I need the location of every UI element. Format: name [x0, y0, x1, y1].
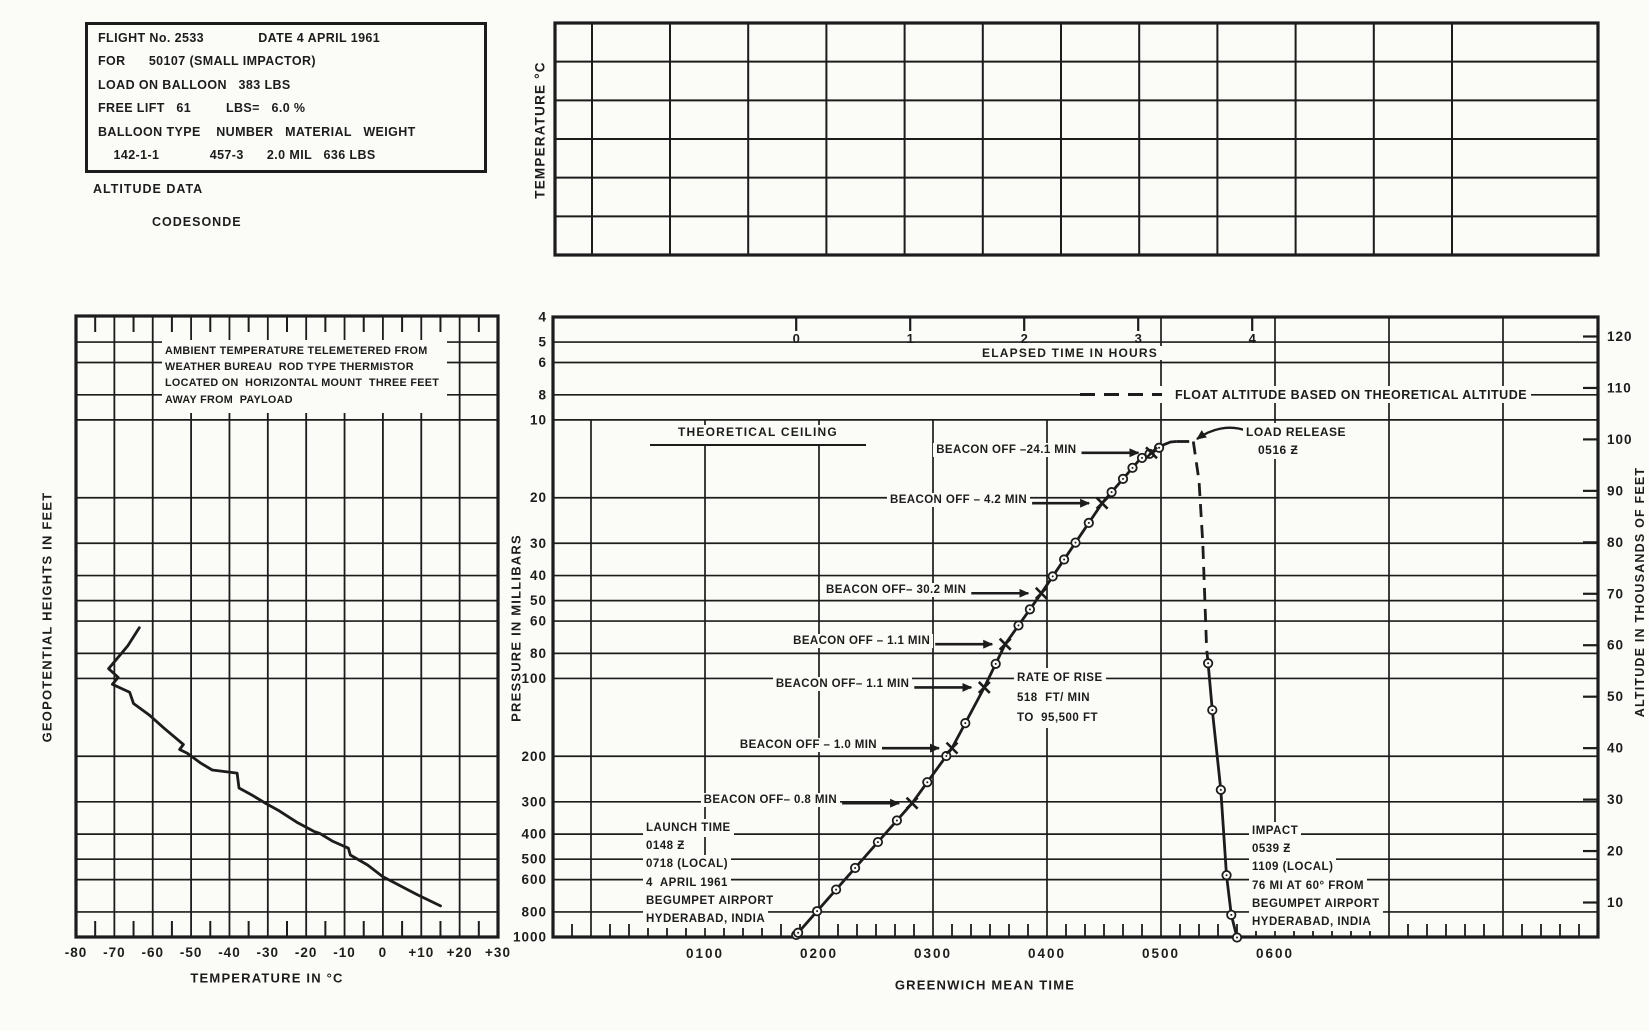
tick-label: 20: [1607, 843, 1625, 859]
impact-line: 76 MI AT 60° FROM: [1249, 877, 1367, 895]
gmt-tick-labels: [686, 946, 1294, 961]
tick-label: 3: [1134, 331, 1142, 346]
load-release-line: LOAD RELEASE: [1243, 423, 1349, 441]
launch-line: 4 APRIL 1961: [643, 874, 731, 892]
tick-label: 0200: [799, 946, 839, 961]
tick-label: 110: [1607, 380, 1632, 396]
ambient-temperature-curve: [109, 628, 441, 906]
tick-label: 10: [529, 412, 547, 428]
beacon-off-label: BEACON OFF– 30.2 MIN: [823, 583, 969, 597]
rate-line: 518 FT/ MIN: [1014, 688, 1093, 708]
load-release-arrow: [1197, 428, 1247, 439]
tick-label: +10: [408, 945, 435, 960]
info-line-for: FOR 50107 (SMALL IMPACTOR): [98, 54, 316, 69]
tick-label: 8: [538, 387, 547, 403]
float-altitude-legend: [1080, 386, 1531, 403]
launch-annotation: [643, 819, 777, 928]
tick-label: 60: [1607, 637, 1625, 653]
flight-info-box: [85, 22, 487, 173]
tick-label: -80: [64, 945, 88, 960]
tick-label: 50: [529, 593, 547, 609]
legend-label: FLOAT ALTITUDE BASED ON THEORETICAL ALTITUDE: [1175, 387, 1528, 402]
impact-line: HYDERABAD, INDIA: [1249, 913, 1374, 931]
tick-label: 0: [378, 945, 388, 960]
impact-annotation: [1249, 822, 1383, 931]
beacon-off-label: BEACON OFF– 0.8 MIN: [701, 793, 840, 807]
tick-label: 80: [1607, 534, 1625, 550]
tick-label: -70: [103, 945, 126, 960]
tick-label: 4: [1248, 331, 1256, 346]
tick-label: 80: [529, 645, 547, 661]
rate-of-rise-annotation: [1014, 668, 1106, 728]
tick-label: 30: [1607, 792, 1625, 808]
load-release-time: 0516 Ƶ: [1255, 441, 1301, 459]
tick-label: 70: [1607, 586, 1625, 602]
descent-line: [1208, 663, 1237, 937]
dashed-line-sample-icon: [1080, 393, 1162, 396]
note-line: AWAY FROM PAYLOAD: [165, 393, 293, 406]
note-line: LOCATED ON HORIZONTAL MOUNT THREE FEET: [165, 377, 440, 390]
beacon-off-label: BEACON OFF– 1.1 MIN: [773, 677, 912, 691]
load-release-drop-dashed-line: [1193, 442, 1208, 664]
info-line-balloon-header: BALLOON TYPE NUMBER MATERIAL WEIGHT: [98, 124, 416, 139]
note-line: WEATHER BUREAU ROD TYPE THERMISTOR: [165, 361, 414, 374]
tick-label: +20: [446, 945, 473, 960]
tick-label: 600: [521, 872, 547, 888]
main-chart-pressure-ylabel: PRESSURE IN MILLIBARS: [508, 534, 524, 722]
tick-label: -40: [218, 945, 241, 960]
tick-label: 20: [529, 490, 547, 506]
main-chart-altitude-ylabel: ALTITUDE IN THOUSANDS OF FEET: [1633, 466, 1647, 718]
load-release-annotation: [1243, 423, 1349, 459]
left-chart-xlabel: TEMPERATURE IN °C: [190, 970, 344, 986]
info-line-load: LOAD ON BALLOON 383 LBS: [98, 77, 291, 92]
tick-label: 1: [906, 331, 914, 346]
tick-label: -20: [294, 945, 318, 960]
tick-label: 40: [529, 568, 547, 584]
top-grid-ylabel: TEMPERATURE °C: [532, 61, 548, 199]
rate-line: RATE OF RISE: [1014, 668, 1106, 688]
launch-line: LAUNCH TIME: [643, 819, 734, 837]
tick-label: 0300: [913, 946, 953, 961]
tick-label: 100: [1607, 431, 1633, 447]
launch-line: HYDERABAD, INDIA: [643, 910, 768, 928]
left-chart-ylabel: GEOPOTENTIAL HEIGHTS IN FEET: [39, 491, 55, 743]
codesonde-label: CODESONDE: [152, 215, 242, 229]
tick-label: 0100: [685, 946, 725, 961]
tick-label: +30: [485, 945, 511, 960]
tick-label: 5: [538, 334, 547, 350]
rate-line: TO 95,500 FT: [1014, 708, 1101, 728]
tick-label: 120: [1607, 329, 1633, 344]
altitude-data-label: ALTITUDE DATA: [93, 182, 204, 196]
launch-line: 0148 Ƶ: [643, 837, 688, 855]
main-chart-xlabel: GREENWICH MEAN TIME: [894, 977, 1076, 993]
impact-line: 1109 (LOCAL): [1249, 858, 1336, 876]
load-release-arrow-group: [1197, 428, 1247, 439]
tick-label: -10: [333, 945, 356, 960]
left-chart-x-tick-labels: [65, 945, 511, 960]
tick-label: 10: [1607, 895, 1625, 911]
altitude-tick-labels: [1583, 329, 1633, 910]
tick-label: -50: [179, 945, 203, 960]
tick-label: 200: [521, 748, 547, 764]
tick-label: 1000: [512, 929, 547, 945]
tick-label: 0500: [1141, 946, 1181, 961]
tick-label: 2: [1020, 331, 1028, 346]
tick-label: 6: [538, 355, 547, 371]
tick-label: 90: [1607, 483, 1625, 499]
tick-label: 0: [792, 331, 800, 346]
tick-label: -60: [141, 945, 164, 960]
info-line-flight-no: FLIGHT No. 2533 DATE 4 APRIL 1961: [98, 31, 381, 45]
tick-label: 800: [521, 904, 547, 920]
tick-label: 0600: [1255, 946, 1295, 961]
tick-label: 500: [521, 851, 547, 867]
impact-line: BEGUMPET AIRPORT: [1249, 895, 1383, 913]
launch-line: BEGUMPET AIRPORT: [643, 892, 777, 910]
info-line-free-lift: FREE LIFT 61 LBS= 6.0 %: [98, 101, 306, 116]
impact-line: 0539 Ƶ: [1249, 840, 1294, 858]
tick-label: 0400: [1027, 946, 1067, 961]
launch-line: 0718 (LOCAL): [643, 855, 731, 873]
top-grid: [555, 23, 1598, 255]
beacon-off-label: BEACON OFF – 4.2 MIN: [887, 493, 1030, 507]
beacon-off-label: BEACON OFF – 1.1 MIN: [790, 634, 933, 648]
tick-label: 100: [521, 670, 547, 686]
tick-label: 30: [529, 535, 547, 551]
info-line-balloon-values: 142-1-1 457-3 2.0 MIL 636 LBS: [98, 147, 376, 162]
ambient-temperature-note: [162, 340, 447, 413]
impact-line: IMPACT: [1249, 822, 1301, 840]
tick-label: -30: [256, 945, 280, 960]
tick-label: 50: [1607, 689, 1625, 705]
tick-label: 400: [521, 826, 547, 842]
beacon-off-label: BEACON OFF –24.1 MIN: [933, 443, 1079, 457]
tick-label: 4: [538, 309, 547, 325]
tick-label: 40: [1607, 740, 1625, 756]
tick-label: 300: [521, 794, 547, 810]
beacon-off-label: BEACON OFF – 1.0 MIN: [737, 738, 880, 752]
tick-label: 60: [529, 613, 547, 629]
theoretical-ceiling-label: THEORETICAL CEILING: [650, 425, 866, 446]
elapsed-time-axis-label: ELAPSED TIME IN HOURS: [978, 346, 1162, 360]
note-line: AMBIENT TEMPERATURE TELEMETERED FROM: [165, 345, 428, 357]
